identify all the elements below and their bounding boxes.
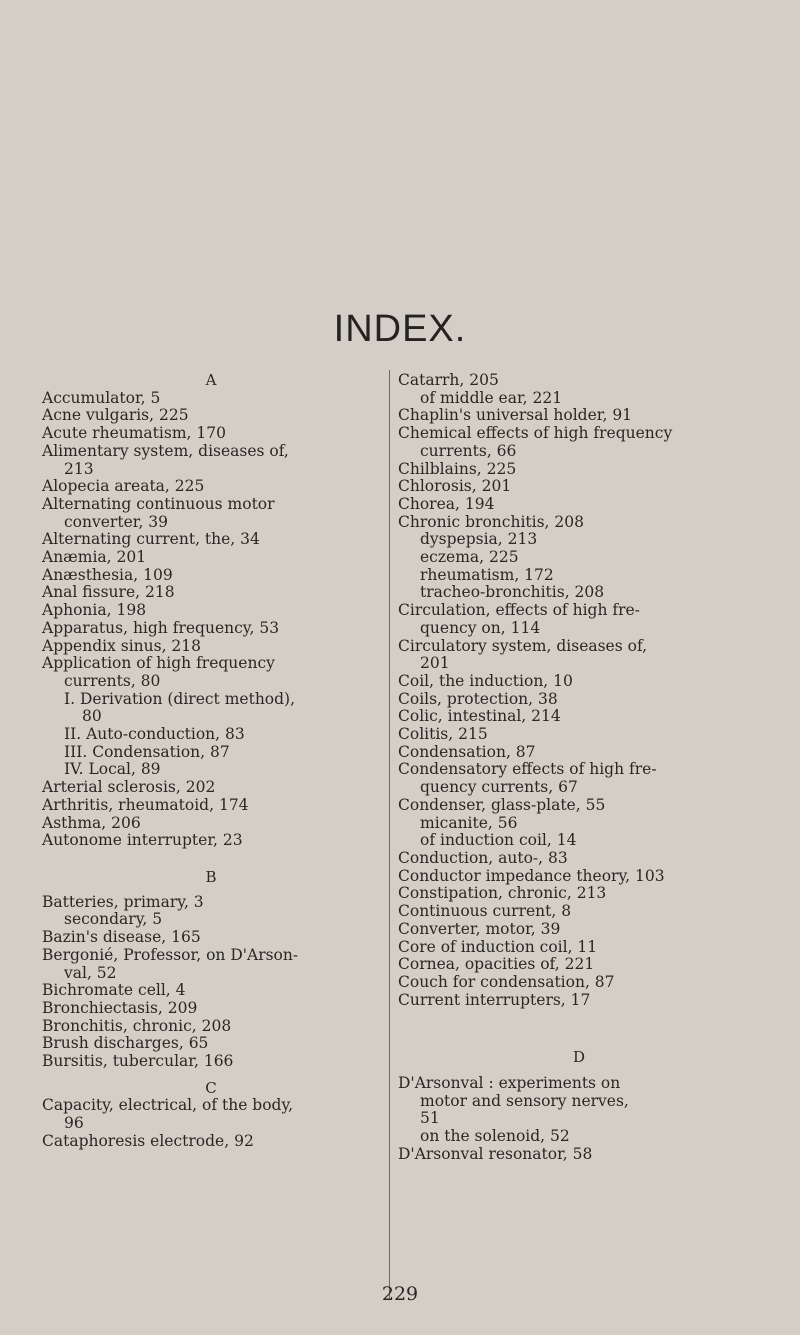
index-subentry: tracheo-bronchitis, 208	[420, 583, 605, 602]
index-entry: Arthritis, rheumatoid, 174	[42, 795, 249, 814]
index-entry: D'Arsonval : experiments on	[398, 1074, 621, 1093]
index-entry: D'Arsonval resonator, 58	[398, 1144, 593, 1163]
index-entry: Colic, intestinal, 214	[398, 707, 561, 726]
index-entry: Alternating continuous motor	[42, 494, 275, 513]
column-divider	[389, 370, 390, 1300]
section-letter-d: D	[572, 1048, 586, 1067]
index-entry: Bergonié, Professor, on D'Arson-	[42, 945, 299, 964]
index-entry: Chronic bronchitis, 208	[398, 512, 584, 531]
index-entry: Bronchiectasis, 209	[42, 998, 198, 1017]
section-letter-c: C	[205, 1078, 217, 1097]
index-entry: Arterial sclerosis, 202	[42, 778, 216, 797]
index-entry: Couch for condensation, 87	[398, 972, 615, 991]
index-entry-continuation: quency on, 114	[420, 618, 541, 637]
index-subentry: I. Derivation (direct method),	[64, 689, 296, 708]
index-subentry: II. Auto-conduction, 83	[64, 725, 245, 744]
index-entry: Alternating current, the, 34	[42, 530, 260, 549]
index-subentry: IV. Local, 89	[64, 760, 161, 779]
index-entry: Catarrh, 205	[398, 371, 499, 389]
index-entry: Conduction, auto-, 83	[398, 848, 568, 867]
page-number: 229	[381, 1283, 419, 1305]
index-entry-continuation: 96	[64, 1114, 84, 1133]
index-entry-continuation: converter, 39	[64, 512, 169, 531]
index-entry: Capacity, electrical, of the body,	[42, 1096, 294, 1115]
index-entry: Application of high frequency	[42, 654, 275, 673]
index-entry: Accumulator, 5	[42, 388, 161, 407]
index-entry: Batteries, primary, 3	[42, 892, 204, 911]
index-column-right	[398, 372, 760, 1164]
index-entry: Condensation, 87	[398, 742, 536, 761]
index-entry: Circulatory system, diseases of,	[398, 636, 648, 655]
index-entry: Bursitis, tubercular, 166	[42, 1052, 234, 1071]
index-entry: Bazin's disease, 165	[42, 928, 201, 947]
index-entry: Circulation, effects of high fre-	[398, 601, 640, 620]
index-entry-continuation: motor and sensory nerves,	[420, 1091, 629, 1110]
index-entry: Converter, motor, 39	[398, 919, 561, 938]
index-entry: Continuous current, 8	[398, 902, 572, 921]
index-subentry: of middle ear, 221	[420, 388, 563, 407]
index-subentry: of induction coil, 14	[420, 831, 577, 850]
index-entry-continuation: 201	[420, 654, 450, 673]
index-entry-continuation: currents, 80	[64, 671, 161, 690]
index-entry: Brush discharges, 65	[42, 1034, 209, 1053]
index-subentry: III. Condensation, 87	[64, 742, 230, 761]
index-entry: Alimentary system, diseases of,	[42, 441, 289, 460]
index-subentry: on the solenoid, 52	[420, 1127, 570, 1146]
index-subentry: eczema, 225	[420, 548, 519, 567]
index-entry: Cataphoresis electrode, 92	[42, 1131, 254, 1150]
index-entry: Apparatus, high frequency, 53	[42, 618, 280, 637]
index-entry: Anæmia, 201	[42, 548, 147, 567]
index-entry: Cornea, opacities of, 221	[398, 955, 595, 974]
index-entry-continuation: 51	[420, 1109, 440, 1128]
index-entry: Autonome interrupter, 23	[42, 831, 243, 850]
index-subentry: dyspepsia, 213	[420, 530, 538, 549]
index-entry: Bronchitis, chronic, 208	[42, 1016, 232, 1035]
index-entry: Conductor impedance theory, 103	[398, 866, 665, 885]
index-entry: Acute rheumatism, 170	[42, 424, 226, 443]
index-entry: Chorea, 194	[398, 494, 495, 513]
index-entry: Asthma, 206	[42, 813, 141, 832]
index-entry: Alopecia areata, 225	[42, 477, 205, 496]
index-entry: Anal fissure, 218	[42, 583, 175, 602]
index-entry-continuation: currents, 66	[420, 441, 517, 460]
index-entry: Bichromate cell, 4	[42, 981, 186, 1000]
index-entry: Appendix sinus, 218	[42, 636, 202, 655]
index-entry: Chaplin's universal holder, 91	[398, 406, 633, 425]
index-entry: Colitis, 215	[398, 725, 488, 744]
index-entry-continuation: 213	[64, 459, 94, 478]
section-letter-a: A	[205, 371, 217, 389]
index-entry: Aphonia, 198	[42, 601, 147, 620]
index-entry-continuation: val, 52	[64, 963, 117, 982]
index-entry: Chlorosis, 201	[398, 477, 512, 496]
index-entry: Current interrupters, 17	[398, 990, 591, 1009]
index-entry: Core of induction coil, 11	[398, 937, 598, 956]
index-column-left	[42, 372, 380, 1151]
index-entry: Chemical effects of high frequency	[398, 424, 673, 443]
index-entry: Acne vulgaris, 225	[42, 406, 189, 425]
index-entry: Condensatory effects of high fre-	[398, 760, 657, 779]
index-subentry: secondary, 5	[64, 910, 163, 929]
index-subentry: rheumatism, 172	[420, 565, 554, 584]
section-letter-b: B	[205, 867, 217, 886]
index-entry: Chilblains, 225	[398, 459, 517, 478]
index-subentry: micanite, 56	[420, 813, 518, 832]
index-entry: Condenser, glass-plate, 55	[398, 795, 606, 814]
index-entry: Coils, protection, 38	[398, 689, 558, 708]
index-entry: Constipation, chronic, 213	[398, 884, 607, 903]
index-entry: Coil, the induction, 10	[398, 671, 573, 690]
index-entry-continuation: quency currents, 67	[420, 778, 578, 797]
page-title: INDEX.	[333, 308, 467, 350]
index-entry-continuation: 80	[82, 707, 102, 726]
index-entry: Anæsthesia, 109	[42, 565, 173, 584]
